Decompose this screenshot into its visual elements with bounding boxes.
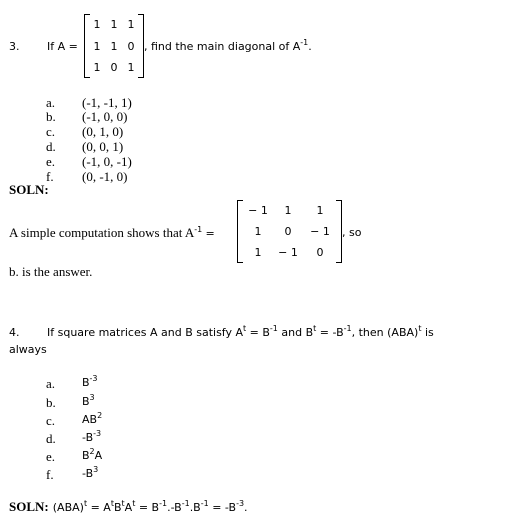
matrix-ainv-cell: 1 — [284, 204, 292, 217]
option-text: (-1, 0, 0) — [82, 109, 128, 124]
matrix-ainv-cell: 0 — [316, 246, 324, 259]
option-text: (0, 0, 1) — [82, 139, 124, 154]
option-letter: b. — [46, 395, 56, 410]
option-text: (0, -1, 0) — [82, 169, 128, 184]
matrix-ainv-cell: − 1 — [310, 225, 330, 238]
question-4-number: 4. — [9, 326, 20, 339]
option-letter: f. — [46, 467, 54, 482]
question-4-prompt: If square matrices A and B satisfy $A^t = B^{-1}$ and $B^t = -B^{-1}$, then (ABA)$^t$ is — [47, 324, 434, 339]
matrix-a-cell: 1 — [93, 40, 101, 53]
option-text: $-B^3$ — [82, 465, 99, 480]
option-text: $B^3$ — [82, 393, 95, 408]
answer-line: b. is the answer. — [9, 264, 93, 279]
matrix-ainv-cell: − 1 — [248, 204, 268, 217]
solution-label: SOLN: — [9, 182, 49, 197]
option-text: $B^{-3}$ — [82, 374, 98, 389]
option-letter: a. — [46, 376, 56, 391]
matrix-a-cell: 1 — [93, 18, 101, 31]
option-letter: e. — [46, 449, 56, 464]
option-letter: d. — [46, 431, 56, 446]
option-text: (0, 1, 0) — [82, 124, 124, 139]
matrix-ainv-cell: 1 — [316, 204, 324, 217]
option-letter: e. — [46, 154, 56, 169]
option-letter: b. — [46, 109, 56, 124]
matrix-a-cell: 1 — [110, 18, 118, 31]
option-letter: c. — [46, 413, 56, 428]
matrix-a-cell: 1 — [93, 61, 101, 74]
solution-text: A simple computation shows that $A^{-1}$ = — [9, 225, 215, 240]
question-4-prompt-cont: always — [9, 343, 47, 356]
option-letter: d. — [46, 139, 56, 154]
matrix-a — [84, 14, 144, 78]
matrix-ainv-cell: 0 — [284, 225, 292, 238]
matrix-a-cell: 0 — [110, 61, 118, 74]
question-3-prompt: , find the main diagonal of $A^{-1}$. — [144, 38, 312, 53]
solution-so: , so — [342, 226, 362, 239]
option-text: (-1, 0, -1) — [82, 154, 132, 169]
matrix-a-cell: 1 — [110, 40, 118, 53]
matrix-a-inverse — [237, 200, 342, 263]
question-4-solution: SOLN: $(ABA)^t = A^tB^tA^t = B^{-1}.-B^{-1}.B^{-1} = -B^{-3}$. — [9, 499, 248, 514]
option-letter: c. — [46, 124, 56, 139]
matrix-a-cell: 1 — [127, 61, 135, 74]
matrix-ainv-cell: 1 — [254, 246, 262, 259]
option-text: $B^2A$ — [82, 447, 103, 462]
matrix-a-cell: 0 — [127, 40, 135, 53]
option-text: $AB^2$ — [82, 411, 103, 426]
option-letter: a. — [46, 95, 56, 110]
question-3-lead: If A = — [47, 40, 78, 53]
option-text: $-B^{-3}$ — [82, 429, 102, 444]
matrix-a-cell: 1 — [127, 18, 135, 31]
option-letter: f. — [46, 169, 54, 184]
matrix-ainv-cell: − 1 — [278, 246, 298, 259]
matrix-ainv-cell: 1 — [254, 225, 262, 238]
option-text: (-1, -1, 1) — [82, 95, 132, 110]
question-3-number: 3. — [9, 40, 20, 53]
